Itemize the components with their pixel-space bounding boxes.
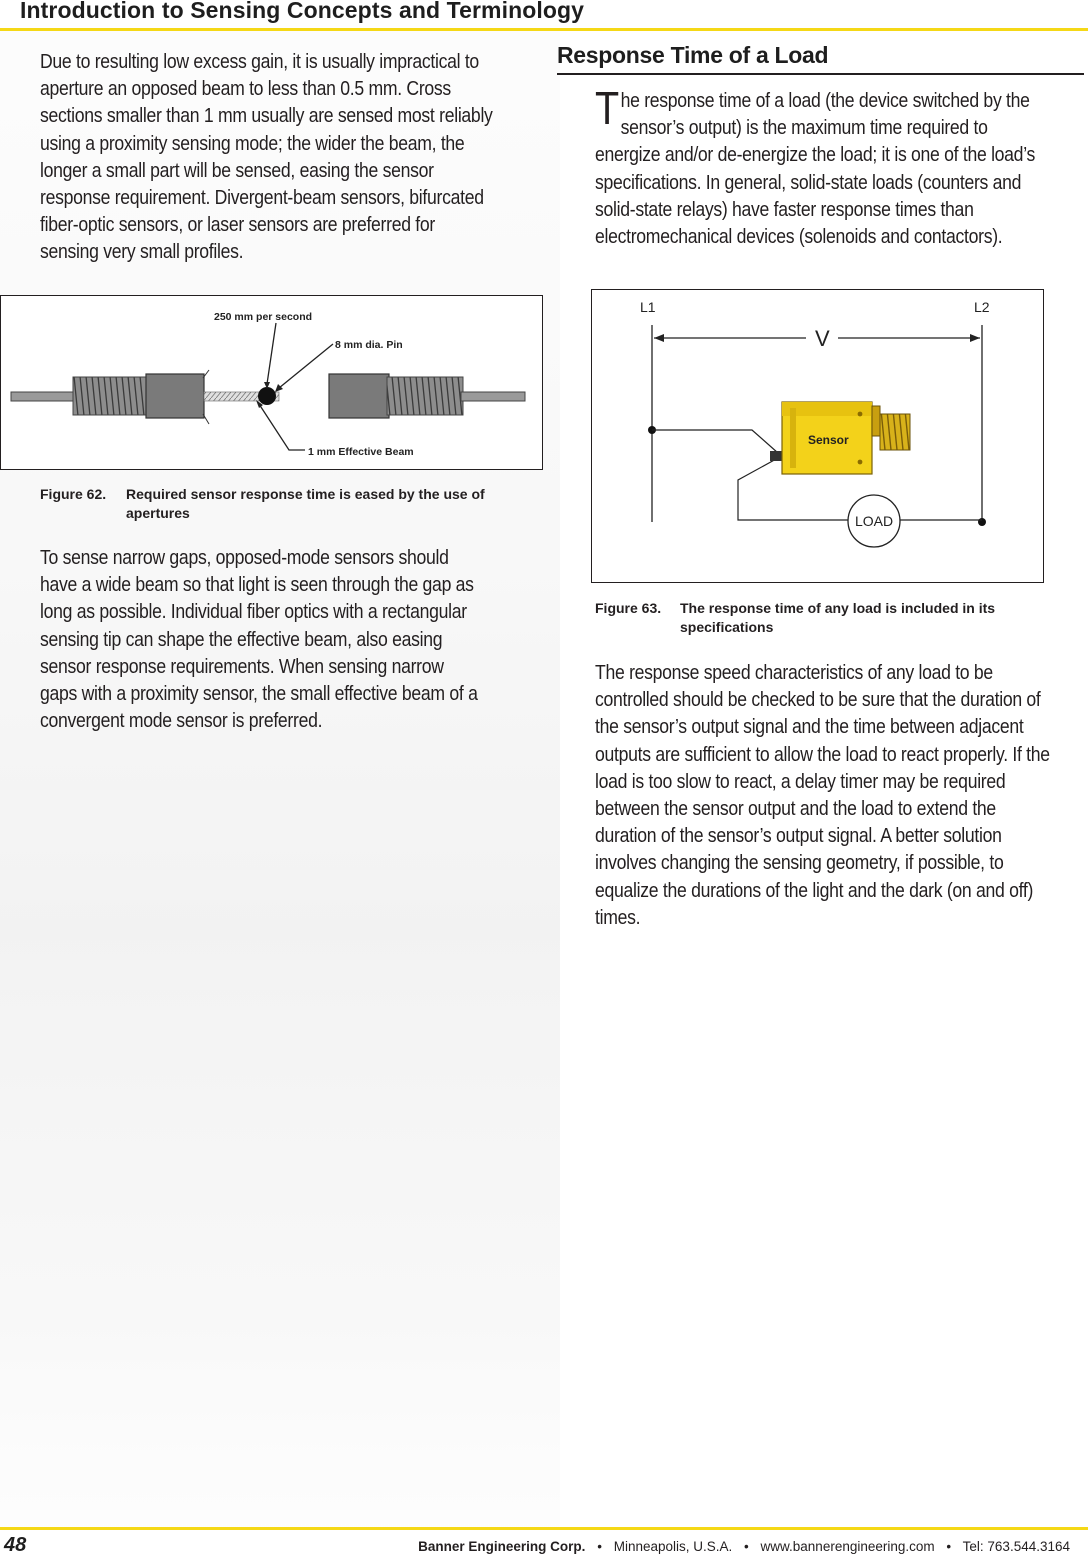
figure-63-caption-text: The response time of any load is included in its specifications xyxy=(680,600,996,635)
left-paragraph-1: Due to resulting low excess gain, it is usually impractical to aperture an opposed beam to less than 0.5 mm. Cross sections smaller than 1 mm usually are sensed most reliably using a proximity sensing mode; the wider the beam, the longer a small part will be sensed, easing the sensor response requirement. Divergent-beam sensors, bifurcated fiber-optic sensors, or laser sensors are preferred for sensing very small profiles. xyxy=(40,50,493,264)
footer-separator-1: • xyxy=(597,1539,602,1554)
label-sensor: Sensor xyxy=(808,433,849,447)
label-l1: L1 xyxy=(640,299,656,315)
figure-62 xyxy=(0,295,543,470)
left-paragraph-2: To sense narrow gaps, opposed-mode sensors should have a wide beam so that light is seen through the gap as long as possible. Individual fiber optics with a rectangular sensing tip can shape the effective beam, also easing sensor response requirements. When sensing narrow gaps with a proximity sensor, the small effective beam of a convergent mode sensor is preferred. xyxy=(40,546,478,733)
left-emitter-housing xyxy=(146,374,204,418)
label-speed: 250 mm per second xyxy=(214,311,313,323)
footer-website[interactable]: www.bannerengineering.com xyxy=(760,1539,935,1554)
right-receiver-housing xyxy=(329,374,389,418)
figure-62-caption-text: Required sensor response time is eased by the use of apertures xyxy=(126,486,485,521)
right-cable xyxy=(461,392,525,401)
footer-phone: Tel: 763.544.3164 xyxy=(962,1539,1070,1554)
left-emitter-thread xyxy=(73,377,148,415)
right-receiver-thread xyxy=(387,377,463,415)
left-cable xyxy=(11,392,75,401)
label-pin: 8 mm dia. Pin xyxy=(335,339,403,351)
figure-63-number: Figure 63. xyxy=(595,600,662,616)
footer-separator-3: • xyxy=(946,1539,952,1554)
footer-separator-2: • xyxy=(744,1539,749,1554)
figure-63-caption xyxy=(595,599,1055,639)
figure-62-diagram xyxy=(1,296,542,469)
section-heading: Response Time of a Load xyxy=(557,42,829,68)
figure-62-caption xyxy=(40,485,500,525)
footer-company: Banner Engineering Corp. xyxy=(418,1539,586,1554)
label-beam: 1 mm Effective Beam xyxy=(308,446,414,458)
right-paragraph-1-text: he response time of a load (the device switched by the sensor’s output) is the maximum time required to energize and/or de-energize the load; it is one of the load’s specifications. In general, solid-state loads (counters and solid-state relays) have faster response times than electromechanical devices (solenoids and contactors). xyxy=(595,89,1036,249)
figure-63 xyxy=(591,289,1044,583)
header-rule xyxy=(0,28,1088,31)
figure-63-diagram xyxy=(592,290,1043,582)
figure-62-number: Figure 62. xyxy=(40,486,107,502)
page-number: 48 xyxy=(4,1534,27,1556)
footer-rule xyxy=(0,1527,1088,1530)
running-header-title: Introduction to Sensing Concepts and Terminology xyxy=(20,0,585,23)
right-paragraph-1 xyxy=(595,82,1050,250)
label-l2: L2 xyxy=(974,299,990,315)
sensor-thread xyxy=(880,414,910,450)
drop-cap: T xyxy=(595,82,619,134)
right-paragraph-2: The response speed characteristics of any load to be controlled should be checked to be sure that the duration of the sensor’s output signal and the time between adjacent outputs are sufficient to allow the load to react properly. If the load is too slow to react, a delay timer may be required between the sensor output and the load to extend the duration of the sensor’s output signal. A better solution involves changing the sensing geometry, if possible, to equalize the durations of the light and the dark (on and off) times. xyxy=(595,661,1050,929)
footer-info xyxy=(418,1539,1070,1554)
pin xyxy=(258,387,276,405)
footer-location: Minneapolis, U.S.A. xyxy=(613,1539,733,1554)
section-rule xyxy=(557,73,1084,75)
label-load: LOAD xyxy=(855,513,894,529)
label-v: V xyxy=(815,326,830,351)
